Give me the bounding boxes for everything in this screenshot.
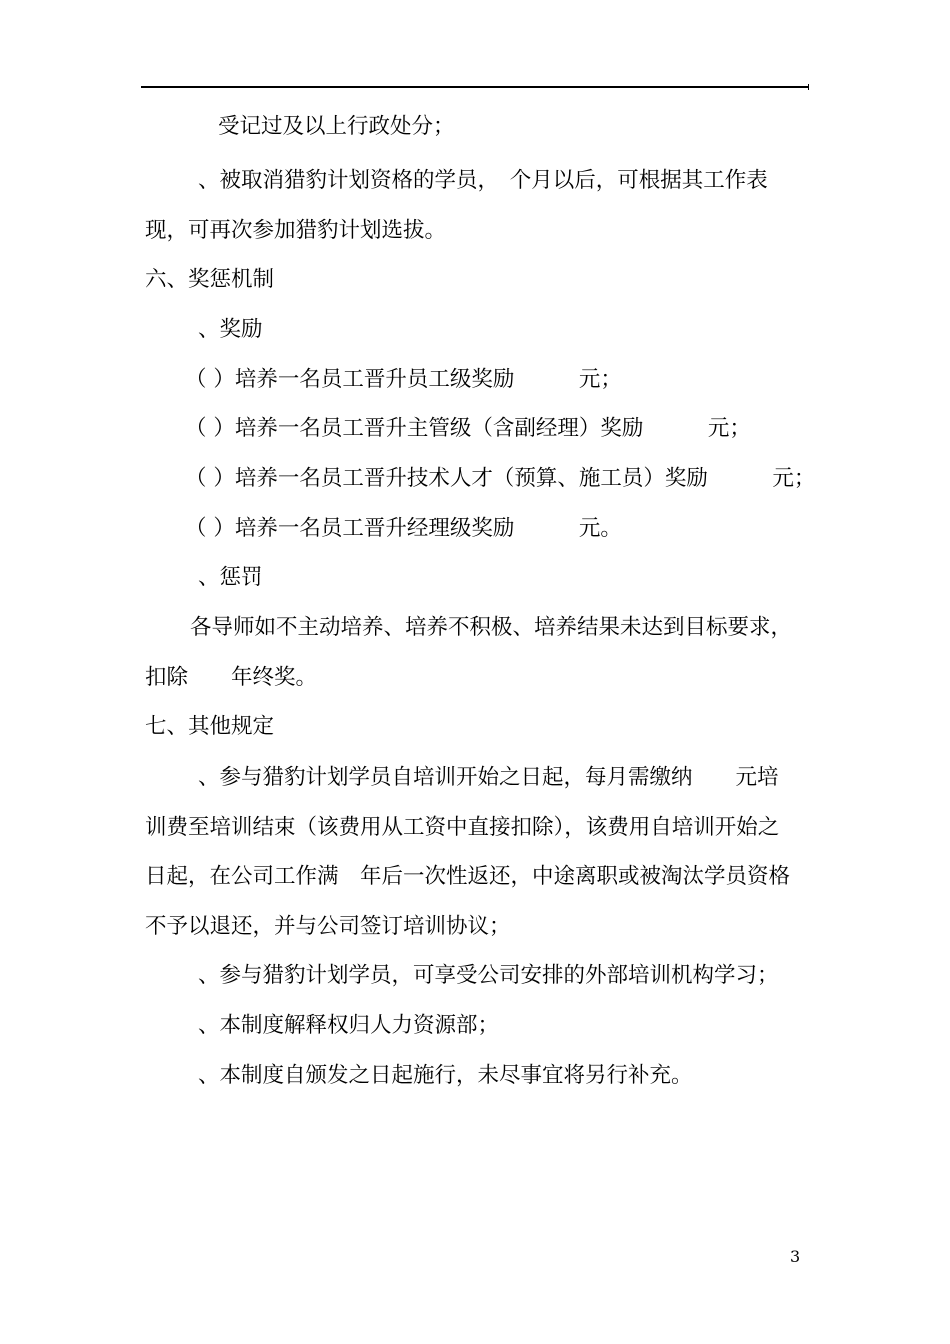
header-rule-end-mark <box>808 84 809 90</box>
paragraph-line: 日起，在公司工作满 年后一次性返还，中途离职或被淘汰学员资格 <box>145 864 791 889</box>
list-item: （ ）培养一名员工晋升技术人才（预算、施工员）奖励 元； <box>185 466 816 491</box>
section-heading: 七、其他规定 <box>145 714 275 739</box>
list-item: （ ）培养一名员工晋升主管级（含副经理）奖励 元； <box>185 416 751 441</box>
paragraph-line: 、本制度解释权归人力资源部； <box>198 1013 500 1038</box>
paragraph-line: 受记过及以上行政处分； <box>218 114 455 139</box>
paragraph-line: 、本制度自颁发之日起施行，未尽事宜将另行补充。 <box>198 1063 693 1088</box>
paragraph-line: 各导师如不主动培养、培养不积极、培养结果未达到目标要求， <box>190 615 793 640</box>
subsection-heading: 、惩罚 <box>198 565 263 590</box>
paragraph-line: 、参与猎豹计划学员，可享受公司安排的外部培训机构学习； <box>198 963 779 988</box>
list-item: （ ）培养一名员工晋升经理级奖励 元。 <box>185 516 622 541</box>
subsection-heading: 、奖励 <box>198 317 263 342</box>
paragraph-line: 扣除 年终奖。 <box>145 665 318 690</box>
section-heading: 六、奖惩机制 <box>145 267 275 292</box>
list-item: （ ）培养一名员工晋升员工级奖励 元； <box>185 367 622 392</box>
page-number: 3 <box>790 1247 801 1266</box>
paragraph-line: 现，可再次参加猎豹计划选拔。 <box>145 218 447 243</box>
paragraph-line: 不予以退还，并与公司签订培训协议； <box>145 914 511 939</box>
header-rule <box>141 86 808 88</box>
paragraph-line: 训费至培训结束（该费用从工资中直接扣除），该费用自培训开始之 <box>145 815 780 840</box>
paragraph-line: 、被取消猎豹计划资格的学员， 个月以后，可根据其工作表 <box>198 168 768 193</box>
paragraph-line: 、参与猎豹计划学员自培训开始之日起，每月需缴纳 元培 <box>198 765 779 790</box>
